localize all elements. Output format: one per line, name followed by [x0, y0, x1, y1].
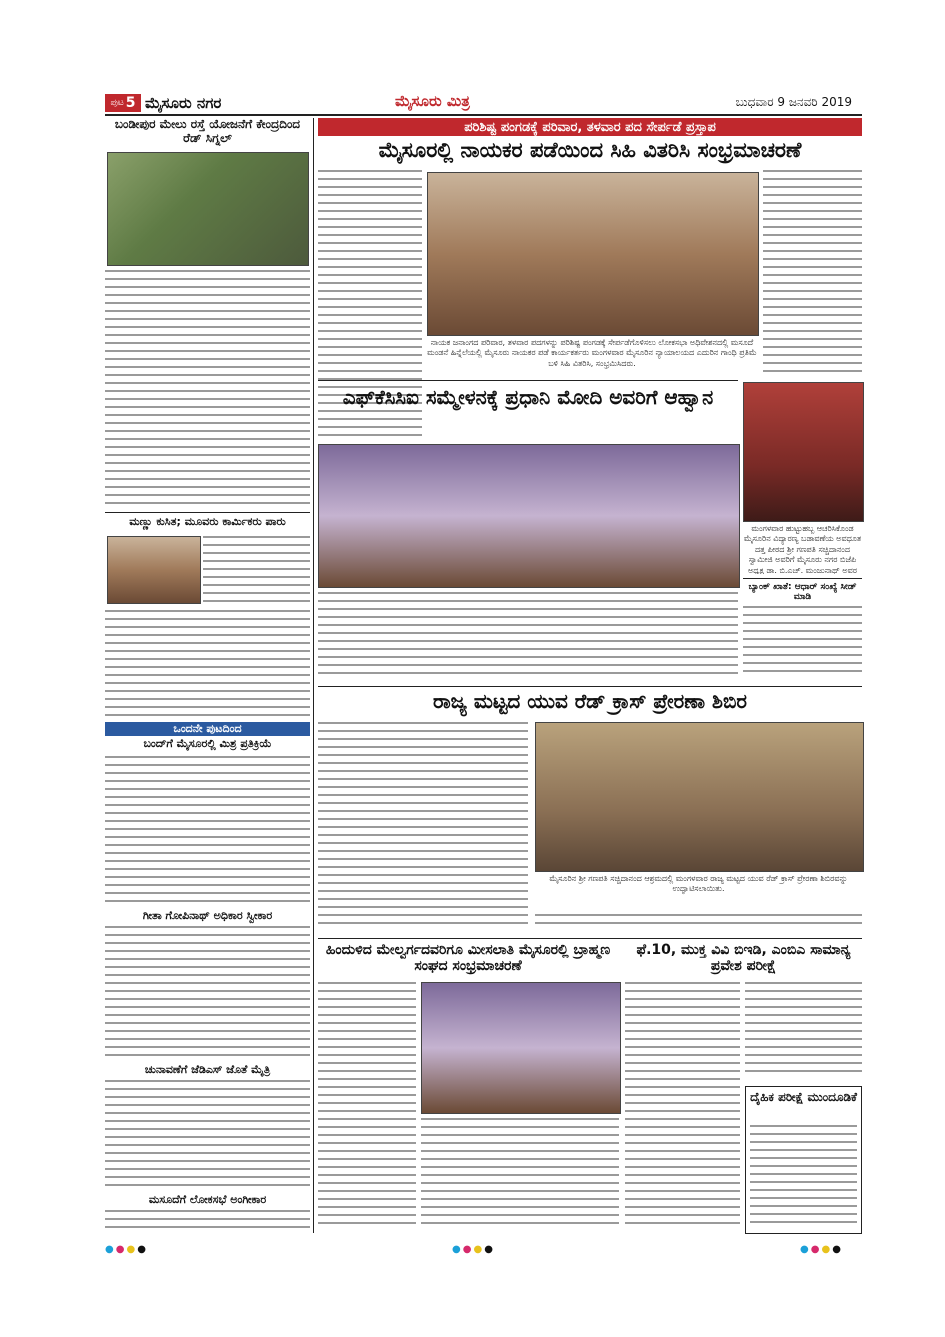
- story-headline-bandipur: ಬಂಡೀಪುರ ಮೇಲು ರಸ್ತೆ ಯೋಜನೆಗೆ ಕೇಂದ್ರದಿಂದ ರೆಡ್ ಸಿಗ್ನಲ್: [114, 117, 301, 145]
- left-column: [105, 118, 310, 1233]
- divider: [318, 686, 862, 687]
- swamiji-caption: ಮಂಗಳವಾರ ಹುಟ್ಟುಹಬ್ಬ ಆಚರಿಸಿಕೊಂಡ ಮೈಸೂರಿನ ವಿದ್ಯಾರಣ್ಯ ಬಡಾವಣೆಯ ಅವಧೂತ ದತ್ತ ಪೀಠದ ಶ್ರೀ ಗಣಪತಿ ಸಚ್ಚಿದಾನಂದ ಸ್ವಾಮೀಜಿ ಅವರಿಗೆ ಮೈಸೂರು ನಗರ ಬಿಜೆಪಿ ಅಧ್ಯಕ್ಷ ಡಾ. ಬಿ.ಎಚ್. ಮಂಜುನಾಥ್ ಅವರ: [743, 524, 862, 574]
- registration-marks-right: ●●●●: [800, 1244, 843, 1255]
- redcross-body-right: [535, 914, 862, 934]
- page-header: [105, 92, 862, 116]
- physical-test-box: [745, 1086, 862, 1234]
- story-body-alliance: [105, 1080, 310, 1192]
- brahmin-body-bottom: [421, 1118, 619, 1232]
- story-headline-landslide: ಮಣ್ಣು ಕುಸಿತ; ಮೂವರು ಕಾರ್ಮಿಕರು ಪಾರು: [129, 515, 286, 528]
- brahmin-headline: ಹಿಂದುಳಿದ ಮೇಲ್ವರ್ಗದವರಿಗೂ ಮೀಸಲಾತಿ ಮೈಸೂರಲ್ಲಿ ಬ್ರಾಹ್ಮಣ ಸಂಘದ ಸಂಭ್ರಮಾಚರಣೆ: [325, 942, 611, 975]
- exam-body-right: [745, 982, 862, 1082]
- fkcci-headline: ಎಫ್‌ಕೆಸಿಸಿಐ ಸಮ್ಮೇಳನಕ್ಕೆ ಪ್ರಧಾನಿ ಮೋದಿ ಅವರಿಗೆ ಆಹ್ವಾನ: [342, 385, 714, 409]
- section-title: ಮೈಸೂರು ನಗರ: [145, 94, 222, 112]
- divider: [318, 938, 862, 939]
- exam-body-left: [625, 982, 740, 1232]
- top-story-kicker: ಪರಿಶಿಷ್ಟ ಪಂಗಡಕ್ಕೆ ಪರಿವಾರ, ತಳವಾರ ಪದ ಸೇರ್ಪಡೆ ಪ್ರಸ್ತಾಪ: [318, 118, 862, 136]
- newspaper-page: [105, 92, 862, 1237]
- fkcci-body: [318, 592, 738, 682]
- exam-headline: ಫೆ.10, ಮುಕ್ತ ವಿವಿ ಬಿಇಡಿ, ಎಂಬಿಎ ಸಾಮಾನ್ಯ ಪ್ರವೇಶ ಪರೀಕ್ಷೆ: [636, 942, 851, 975]
- physical-test-body: [750, 1125, 857, 1229]
- story-headline-bill: ಮಸೂದೆಗೆ ಲೋಕಸಭೆ ಅಂಗೀಕಾರ: [148, 1193, 267, 1206]
- story-headline-gita: ಗೀತಾ ಗೋಪಿನಾಥ್ ಅಧಿಕಾರ ಸ್ವೀಕಾರ: [142, 909, 273, 922]
- brahmin-body-left: [318, 982, 416, 1232]
- story-body-gita: [105, 926, 310, 1062]
- workers-photo: [107, 536, 201, 604]
- redcross-caption: ಮೈಸೂರಿನ ಶ್ರೀ ಗಣಪತಿ ಸಚ್ಚಿದಾನಂದ ಆಶ್ರಮದಲ್ಲಿ ಮಂಗಳವಾರ ರಾಜ್ಯ ಮಟ್ಟದ ಯುವ ರೆಡ್ ಕ್ರಾಸ್ ಪ್ರೇರಣಾ ಶಿಬಿರವನ್ನು ಉದ್ಘಾಟಿಸಲಾಯಿತು.: [549, 874, 848, 894]
- physical-test-headline: ದೈಹಿಕ ಪರೀಕ್ಷೆ ಮುಂದೂಡಿಕೆ: [750, 1090, 857, 1104]
- column-divider: [313, 118, 314, 1233]
- continued-banner: ಒಂದನೇ ಪುಟದಿಂದ: [105, 722, 310, 736]
- bank-headline: ಬ್ಯಾಂಕ್ ಖಾತೆ: ಆಧಾರ್ ಸಂಖ್ಯೆ ಸೀಡ್ ಮಾಡಿ: [748, 582, 857, 603]
- page-number-badge: [105, 94, 141, 112]
- swamiji-photo: [743, 382, 864, 522]
- story-body-bill: [105, 1210, 310, 1232]
- brahmin-photo: [421, 982, 621, 1114]
- divider: [105, 512, 310, 513]
- story-body-bandh: [105, 756, 310, 906]
- registration-marks-left: ●●●●: [105, 1244, 148, 1255]
- page-label: ಪುಟ: [110, 98, 124, 108]
- redcross-body-left: [318, 722, 528, 934]
- issue-date: ಬುಧವಾರ 9 ಜನವರಿ 2019: [735, 95, 852, 109]
- top-story-caption: ನಾಯಕ ಜನಾಂಗದ ಪರಿವಾರ, ತಳವಾರ ಪದಗಳನ್ನು ಪರಿಶಿಷ್ಟ ಪಂಗಡಕ್ಕೆ ಸೇರ್ಪಡೆಗೊಳಿಸಲು ಲೋಕಸಭಾ ಅಧಿವೇಶನದಲ್ಲಿ ಮಸೂದೆ ಮಂಡನೆ ಹಿನ್ನೆಲೆಯಲ್ಲಿ ಮೈಸೂರು ನಾಯಕರ ಪಡೆ ಕಾರ್ಯಕರ್ತರು ಮಂಗಳವಾರ ಮೈಸೂರಿನ ನ್ಯಾಯಾಲಯದ ಎದುರಿನ ಗಾಂಧಿ ಪ್ರತಿಮೆ ಬಳಿ ಸಿಹಿ ವಿತರಿಸಿ, ಸಂಭ್ರಮಿಸಿದರು.: [427, 338, 757, 368]
- elephants-photo: [107, 152, 309, 266]
- bank-body: [743, 606, 862, 682]
- divider: [743, 578, 862, 579]
- masthead: ಮೈಸೂರು ಮಿತ್ರ: [395, 92, 470, 110]
- fkcci-photo: [318, 444, 740, 588]
- top-story-photo: [427, 172, 759, 336]
- story-headline-alliance: ಚುನಾವಣೆಗೆ ಜೆಡಿಎಸ್ ಜೊತೆ ಮೈತ್ರಿ: [144, 1063, 271, 1076]
- story-headline-bandh: ಬಂದ್‌ಗೆ ಮೈಸೂರಲ್ಲಿ ಮಿಶ್ರ ಪ್ರತಿಕ್ರಿಯೆ: [143, 737, 272, 750]
- story-body-bandipur: [105, 270, 310, 510]
- registration-marks-center: ●●●●: [452, 1244, 495, 1255]
- story-body-landslide-a: [203, 536, 310, 606]
- top-story-headline: ಮೈಸೂರಲ್ಲಿ ನಾಯಕರ ಪಡೆಯಿಂದ ಸಿಹಿ ವಿತರಿಸಿ ಸಂಭ್ರಮಾಚರಣೆ: [378, 138, 802, 162]
- story-body-landslide-b: [105, 610, 310, 720]
- page-number: 5: [125, 95, 136, 111]
- redcross-headline: ರಾಜ್ಯ ಮಟ್ಟದ ಯುವ ರೆಡ್ ಕ್ರಾಸ್ ಪ್ರೇರಣಾ ಶಿಬಿರ: [433, 689, 747, 713]
- divider: [318, 380, 738, 381]
- redcross-photo: [535, 722, 864, 872]
